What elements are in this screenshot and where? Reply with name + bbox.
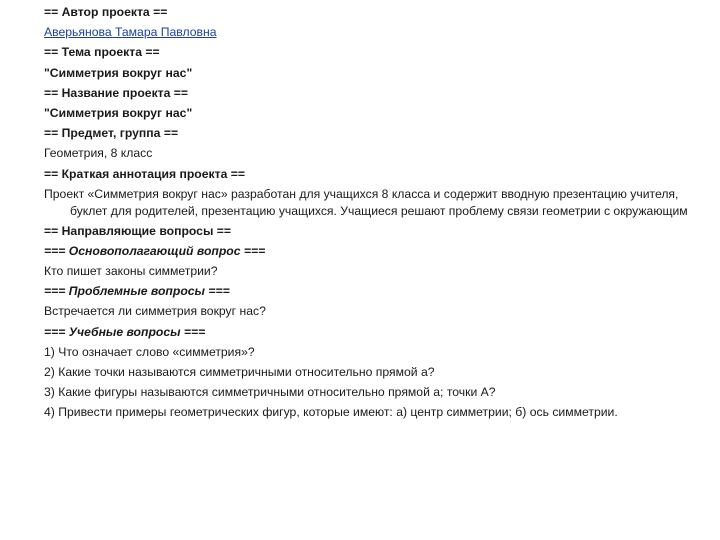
name-heading: == Название проекта ==: [44, 85, 189, 100]
annotation-text: Проект «Симметрия вокруг нас» разработан для учащихся 8 класса и содержит вводную презентацию учителя, буклет для родителей, презентацию учащихся. Учащиеся решают проблему связи геометрии с окружающим: [44, 186, 688, 218]
author-name-link[interactable]: Аверьянова Тамара Павловна: [44, 25, 217, 40]
author-name-row: [44, 22, 710, 42]
author-heading: == Автор проекта ==: [44, 5, 168, 19]
name-value: "Симметрия вокруг нас": [44, 105, 193, 120]
annotation-heading: == Краткая аннотация проекта ==: [44, 166, 245, 181]
problem-questions-heading: === Проблемные вопросы ===: [44, 284, 230, 299]
study-question-3: 3) Какие фигуры называются симметричными относительно прямой а; точки А?: [44, 385, 496, 400]
problem-question: Встречается ли симметрия вокруг нас?: [44, 304, 266, 319]
theme-heading: == Тема проекта ==: [44, 45, 160, 60]
theme-value: "Симметрия вокруг нас": [44, 65, 193, 80]
study-question-4: 4) Привести примеры геометрических фигур, которые имеют: а) центр симметрии; б) ось симметрии.: [44, 405, 618, 420]
study-questions-heading: === Учебные вопросы ===: [44, 324, 206, 339]
project-document: [44, 2, 710, 423]
study-question-2: 2) Какие точки называются симметричными относительно прямой а?: [44, 365, 435, 379]
subject-heading: == Предмет, группа ==: [44, 126, 179, 141]
subject-value: Геометрия, 8 класс: [44, 146, 153, 161]
study-question-1: 1) Что означает слово «симметрия»?: [44, 344, 255, 359]
fundamental-question-heading: === Основополагающий вопрос ===: [44, 243, 266, 258]
fundamental-question: Кто пишет законы симметрии?: [44, 264, 218, 279]
guiding-questions-heading: == Направляющие вопросы ==: [44, 223, 231, 238]
